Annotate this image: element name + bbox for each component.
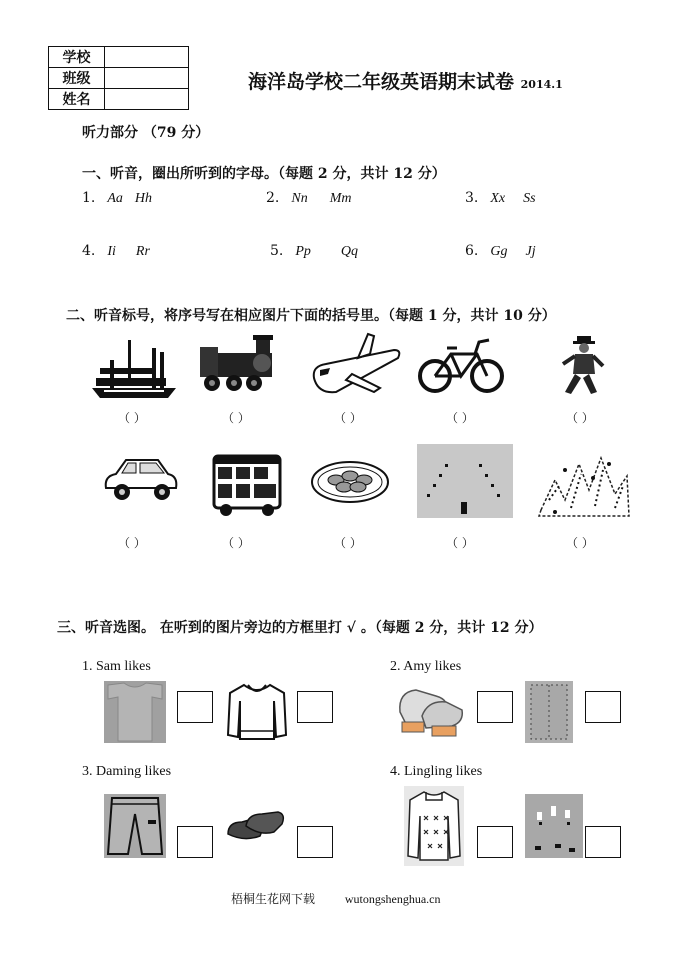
answer-paren[interactable]: （ ） bbox=[334, 536, 362, 550]
answer-paren[interactable]: （ ） bbox=[222, 411, 250, 425]
answer-checkbox[interactable] bbox=[297, 691, 333, 723]
question-3-label: 3. Daming likes bbox=[82, 764, 172, 779]
letter-option-b[interactable]: Qq bbox=[340, 244, 359, 259]
letter-item-1[interactable] bbox=[82, 190, 152, 207]
skirt-picture bbox=[525, 794, 583, 858]
answer-paren[interactable]: （ ） bbox=[446, 536, 474, 550]
item-number: 5. bbox=[270, 243, 284, 259]
gloves-picture bbox=[392, 682, 466, 738]
letter-option-a[interactable]: Pp bbox=[295, 244, 311, 259]
shoes-picture bbox=[224, 808, 286, 844]
footer-site-name: 梧桐生花网下载 bbox=[231, 892, 316, 906]
road-picture bbox=[417, 444, 513, 518]
answer-paren[interactable]: （ ） bbox=[118, 536, 146, 550]
school-field[interactable] bbox=[105, 47, 189, 68]
school-label: 学校 bbox=[49, 47, 105, 68]
item-number: 4. bbox=[82, 243, 96, 259]
student-info-table bbox=[48, 46, 189, 110]
answer-checkbox[interactable] bbox=[477, 826, 513, 858]
answer-paren[interactable]: （ ） bbox=[118, 411, 146, 425]
answer-checkbox[interactable] bbox=[477, 691, 513, 723]
bike-picture bbox=[417, 332, 505, 394]
answer-checkbox[interactable] bbox=[297, 826, 333, 858]
letter-option-a[interactable]: Xx bbox=[490, 191, 506, 206]
bus-picture bbox=[210, 452, 284, 518]
class-label: 班级 bbox=[49, 68, 105, 89]
item-number: 3. bbox=[465, 190, 479, 206]
answer-checkbox[interactable] bbox=[585, 826, 621, 858]
letter-option-b[interactable]: Rr bbox=[135, 244, 150, 259]
letter-item-4[interactable] bbox=[82, 243, 150, 260]
title-text: 海洋岛学校二年级英语期末试卷 bbox=[248, 71, 515, 93]
section1-title: 一、听音，圈出所听到的字母。（每题 2 分，共计 12 分） bbox=[82, 166, 446, 182]
knit-sweater-picture bbox=[404, 786, 464, 866]
name-field[interactable] bbox=[105, 89, 189, 110]
letter-item-5[interactable] bbox=[270, 243, 358, 260]
sweater-picture bbox=[224, 681, 290, 743]
answer-checkbox[interactable] bbox=[177, 691, 213, 723]
question-1-label: 1. Sam likes bbox=[82, 659, 151, 674]
question-2-label: 2. Amy likes bbox=[390, 659, 462, 674]
plane-picture bbox=[308, 330, 404, 400]
letter-item-2[interactable] bbox=[266, 190, 351, 207]
footer bbox=[231, 890, 441, 907]
answer-paren[interactable]: （ ） bbox=[566, 536, 594, 550]
ship-picture bbox=[90, 330, 178, 400]
footer-url[interactable]: wutongshenghua.cn bbox=[344, 892, 441, 906]
coat-picture bbox=[525, 681, 573, 743]
page-title bbox=[248, 67, 563, 94]
letter-option-a[interactable]: Gg bbox=[490, 244, 508, 259]
name-label: 姓名 bbox=[49, 89, 105, 110]
item-number: 6. bbox=[465, 243, 479, 259]
listening-part-heading: 听力部分 （79 分） bbox=[82, 125, 210, 141]
answer-paren[interactable]: （ ） bbox=[334, 411, 362, 425]
answer-paren[interactable]: （ ） bbox=[446, 411, 474, 425]
answer-paren[interactable]: （ ） bbox=[222, 536, 250, 550]
class-field[interactable] bbox=[105, 68, 189, 89]
car-picture bbox=[100, 454, 180, 506]
trousers-picture bbox=[104, 794, 166, 858]
snowy-trees-picture bbox=[535, 450, 631, 520]
question-4-label: 4. Lingling likes bbox=[390, 764, 483, 779]
letter-option-a[interactable]: Ii bbox=[107, 244, 116, 259]
tshirt-picture bbox=[104, 681, 166, 743]
letter-item-6[interactable] bbox=[465, 243, 536, 260]
section2-title: 二、听音标号，将序号写在相应图片下面的括号里。（每题 1 分，共计 10 分） bbox=[66, 308, 556, 324]
section3-title: 三、听音选图。 在听到的图片旁边的方框里打 √ 。（每题 2 分，共计 12 分） bbox=[57, 620, 543, 636]
answer-paren[interactable]: （ ） bbox=[566, 411, 594, 425]
walking-man-picture bbox=[553, 334, 609, 400]
letter-item-3[interactable] bbox=[465, 190, 536, 207]
letter-option-b[interactable]: Ss bbox=[523, 191, 536, 206]
letter-option-a[interactable]: Aa bbox=[107, 191, 123, 206]
item-number: 2. bbox=[266, 190, 280, 206]
letter-option-b[interactable]: Jj bbox=[525, 244, 536, 259]
food-plate-picture bbox=[310, 456, 390, 504]
letter-option-a[interactable]: Nn bbox=[291, 191, 308, 206]
item-number: 1. bbox=[82, 190, 96, 206]
letter-option-b[interactable]: Hh bbox=[134, 191, 153, 206]
train-picture bbox=[198, 333, 280, 395]
answer-checkbox[interactable] bbox=[585, 691, 621, 723]
exam-date: 2014.1 bbox=[520, 78, 563, 91]
letter-option-b[interactable]: Mm bbox=[329, 191, 352, 206]
answer-checkbox[interactable] bbox=[177, 826, 213, 858]
